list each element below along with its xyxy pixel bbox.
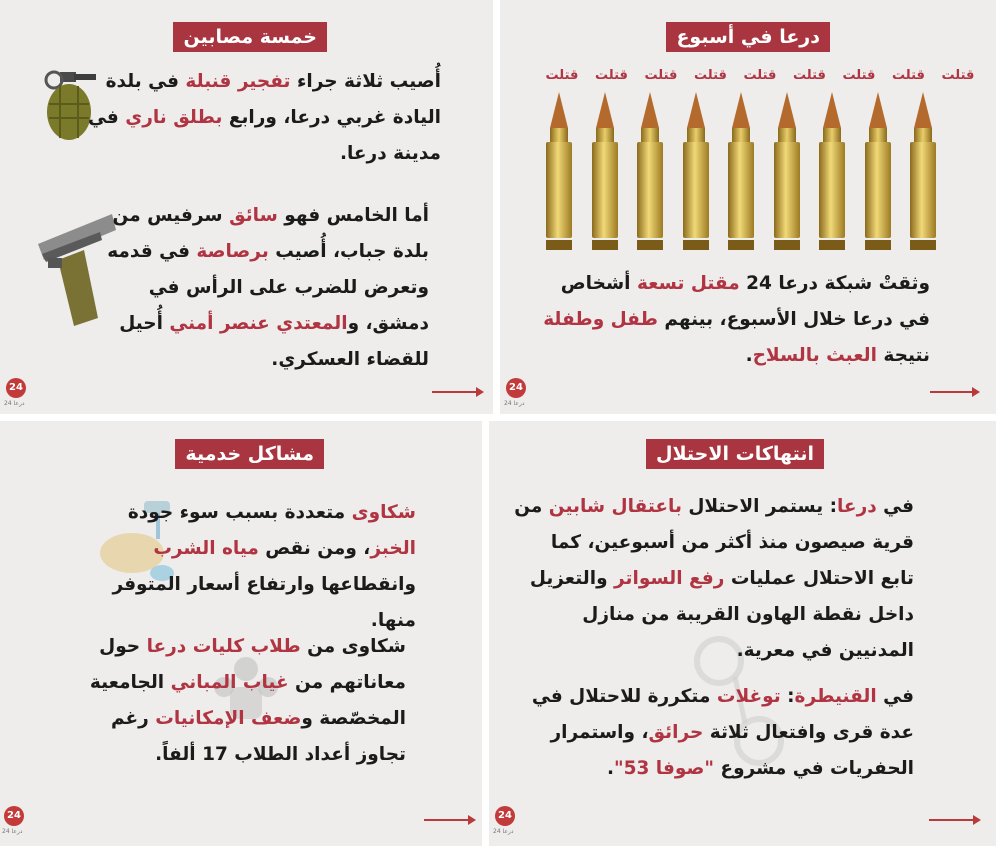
next-arrow-icon[interactable] [432, 391, 482, 393]
kill-label: قتلت [892, 68, 925, 83]
panel-injuries [0, 0, 493, 414]
panel-week-title: درعا في أسبوع [666, 22, 830, 52]
bullet-icon [637, 92, 663, 248]
bullets-illustration [546, 92, 976, 248]
panel-occupation-text-2: في القنيطرة: توغلات متكررة للاحتلال في عدة قرى وافتعال ثلاثة حرائق، واستمرار الحفريات في مشروع "صوفا 53". [531, 686, 914, 779]
kill-labels-row [540, 68, 980, 88]
panel-injuries-title: خمسة مصابين [173, 22, 327, 52]
kill-label: قتلت [595, 68, 628, 83]
panel-injuries-text-2: أما الخامس فهو سائق سرفيس من بلدة جباب، أُصيب برصاصة في قدمه وتعرض للضرب على الرأس في دمشق، والمعتدي عنصر أمني أُحيل للقضاء العسكري. [107, 205, 429, 370]
panel-services [0, 421, 482, 846]
logo-subtitle: درعا 24 [493, 828, 514, 835]
bullet-icon [774, 92, 800, 248]
kill-label: قتلت [842, 68, 876, 83]
kill-label: قتلت [793, 68, 826, 83]
next-arrow-icon[interactable] [424, 819, 474, 821]
panel-injuries-text-1: أُصيب ثلاثة جراء تفجير قنبلة في بلدة اليادة غربي درعا، ورابع بطلق ناري في مدينة درعا. [87, 71, 441, 164]
bullet-icon [546, 92, 572, 248]
logo-icon: 24 [6, 378, 26, 398]
panel-occupation [489, 421, 996, 846]
logo-icon: 24 [4, 806, 24, 826]
next-arrow-icon[interactable] [929, 819, 979, 821]
kill-label: قتلت [941, 68, 975, 83]
panel-occupation-text-1: في درعا: يستمر الاحتلال باعتقال شابين من قرية صيصون منذ أكثر من أسبوعين، كما تابع الاحتلال عمليات رفع السواتر والتعزيل داخل نقطة الهاون القريبة من منازل المدنيين في معرية. [514, 496, 914, 661]
bullet-icon [865, 92, 891, 248]
logo-icon: 24 [506, 378, 526, 398]
logo-subtitle: درعا 24 [2, 828, 23, 835]
logo-subtitle: درعا 24 [504, 400, 525, 407]
panel-week-text: وثقتْ شبكة درعا 24 مقتل تسعة أشخاص في درعا خلال الأسبوع، بينهم طفل وطفلة نتيجة العبث بالسلاح. [543, 273, 930, 366]
kill-label: قتلت [545, 68, 579, 83]
logo-subtitle: درعا 24 [4, 400, 25, 407]
kill-label: قتلت [743, 68, 777, 83]
panel-services-title: مشاكل خدمية [175, 439, 324, 469]
bullet-icon [910, 92, 936, 248]
bullet-icon [728, 92, 754, 248]
bullet-icon [819, 92, 845, 248]
panel-week [500, 0, 996, 414]
bullet-icon [683, 92, 709, 248]
next-arrow-icon[interactable] [930, 391, 978, 393]
logo-icon: 24 [495, 806, 515, 826]
panel-occupation-title: انتهاكات الاحتلال [646, 439, 824, 469]
panel-services-text-1: شكاوى متعددة بسبب سوء جودة الخبز، ومن نقص مياه الشرب وانقطاعها وارتفاع أسعار المتوفر منها. [112, 502, 416, 631]
panel-services-text-2: شكاوى من طلاب كليات درعا حول معاناتهم من غياب المباني الجامعية المخصّصة وضعف الإمكانيات رغم تجاوز أعداد الطلاب 17 ألفاً. [89, 636, 406, 765]
kill-label: قتلت [644, 68, 678, 83]
bullet-icon [592, 92, 618, 248]
kill-label: قتلت [694, 68, 727, 83]
